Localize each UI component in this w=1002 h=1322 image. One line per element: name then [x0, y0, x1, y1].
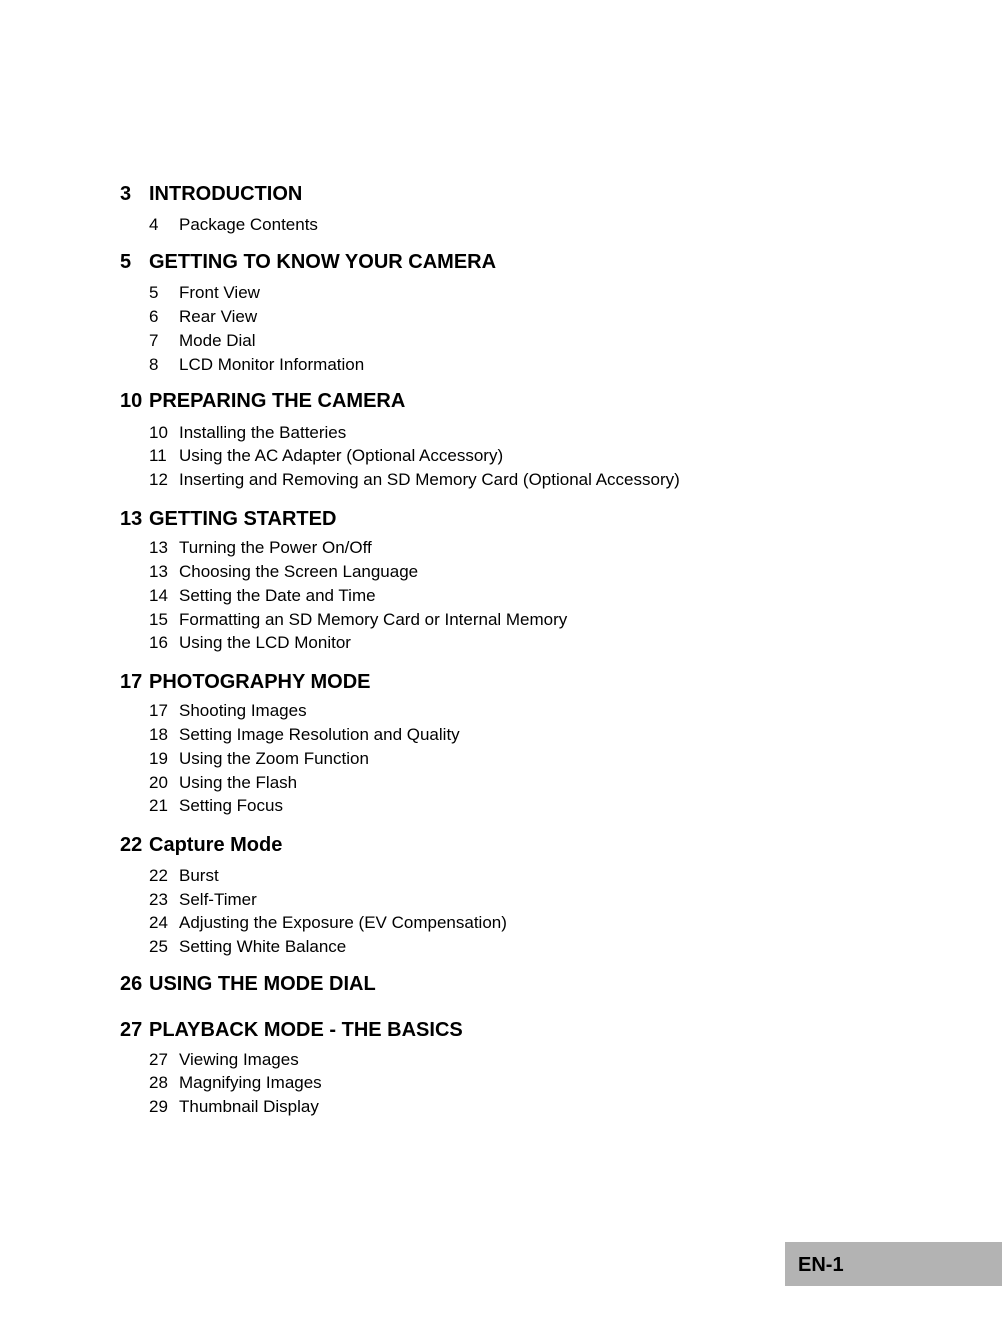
- toc-entry[interactable]: [149, 1096, 319, 1117]
- entry-title: Installing the Batteries: [179, 423, 347, 442]
- entry-page-number: 18: [149, 725, 168, 744]
- page-number-tab: [785, 1242, 1002, 1286]
- entry-page-number: 17: [149, 701, 168, 720]
- entry-page-number: 19: [149, 749, 168, 768]
- entry-title: Setting Focus: [179, 796, 283, 815]
- toc-section-heading[interactable]: [120, 182, 302, 206]
- toc-section-heading[interactable]: [120, 1018, 463, 1042]
- entry-title: Formatting an SD Memory Card or Internal Memory: [179, 610, 568, 629]
- entry-title: LCD Monitor Information: [179, 355, 365, 374]
- entry-page-number: 13: [149, 538, 168, 557]
- section-title: PHOTOGRAPHY MODE: [149, 671, 371, 693]
- toc-entry[interactable]: [149, 585, 376, 606]
- entry-page-number: 24: [149, 913, 168, 932]
- toc-entry[interactable]: [149, 772, 297, 793]
- entry-title: Thumbnail Display: [179, 1097, 319, 1116]
- section-title: PLAYBACK MODE - THE BASICS: [149, 1019, 463, 1041]
- toc-entry[interactable]: [149, 330, 256, 351]
- toc-entry[interactable]: [149, 889, 257, 910]
- entry-title: Setting Image Resolution and Quality: [179, 725, 460, 744]
- entry-page-number: 5: [149, 283, 159, 302]
- toc-section-heading[interactable]: [120, 833, 282, 857]
- entry-page-number: 29: [149, 1097, 168, 1116]
- toc-entry[interactable]: [149, 795, 283, 816]
- entry-title: Burst: [179, 866, 219, 885]
- section-page-number: 3: [120, 183, 132, 205]
- entry-title: Mode Dial: [179, 331, 256, 350]
- section-page-number: 26: [120, 973, 143, 995]
- toc-section-heading[interactable]: [120, 972, 376, 996]
- entry-page-number: 27: [149, 1050, 168, 1069]
- section-title: GETTING TO KNOW YOUR CAMERA: [149, 251, 497, 273]
- section-page-number: 27: [120, 1019, 143, 1041]
- toc-entry[interactable]: [149, 445, 503, 466]
- section-title: PREPARING THE CAMERA: [149, 390, 406, 412]
- entry-title: Choosing the Screen Language: [179, 562, 419, 581]
- entry-page-number: 20: [149, 773, 168, 792]
- section-page-number: 10: [120, 390, 143, 412]
- section-title: INTRODUCTION: [149, 183, 303, 205]
- toc-entry[interactable]: [149, 609, 567, 630]
- entry-page-number: 22: [149, 866, 168, 885]
- toc-entry[interactable]: [149, 865, 219, 886]
- toc-entry[interactable]: [149, 537, 372, 558]
- toc-entry[interactable]: [149, 700, 307, 721]
- toc-entry[interactable]: [149, 632, 351, 653]
- toc-section-heading[interactable]: [120, 389, 405, 413]
- entry-title: Self-Timer: [179, 890, 257, 909]
- section-title: Capture Mode: [149, 834, 283, 856]
- entry-page-number: 8: [149, 355, 159, 374]
- entry-title: Rear View: [179, 307, 258, 326]
- toc-entry[interactable]: [149, 724, 460, 745]
- toc-entry[interactable]: [149, 561, 418, 582]
- section-title: GETTING STARTED: [149, 508, 337, 530]
- entry-title: Setting White Balance: [179, 937, 347, 956]
- entry-page-number: 11: [149, 446, 167, 465]
- entry-page-number: 21: [149, 796, 168, 815]
- entry-title: Viewing Images: [179, 1050, 299, 1069]
- toc-section-heading[interactable]: [120, 250, 496, 274]
- toc-entry[interactable]: [149, 1072, 322, 1093]
- section-page-number: 22: [120, 834, 143, 856]
- entry-title: Package Contents: [179, 215, 318, 234]
- entry-title: Magnifying Images: [179, 1073, 322, 1092]
- page-number-label: EN-1: [798, 1254, 844, 1276]
- entry-page-number: 28: [149, 1073, 168, 1092]
- entry-title: Inserting and Removing an SD Memory Card (Optional Accessory): [179, 470, 680, 489]
- entry-page-number: 15: [149, 610, 168, 629]
- entry-page-number: 13: [149, 562, 168, 581]
- entry-title: Using the Flash: [179, 773, 298, 792]
- entry-page-number: 23: [149, 890, 168, 909]
- toc-entry[interactable]: [149, 936, 346, 957]
- toc-entry[interactable]: [149, 469, 680, 490]
- section-page-number: 5: [120, 251, 132, 273]
- toc-entry[interactable]: [149, 748, 369, 769]
- toc-section-heading[interactable]: [120, 507, 336, 531]
- entry-page-number: 14: [149, 586, 168, 605]
- section-page-number: 13: [120, 508, 143, 530]
- entry-title: Using the Zoom Function: [179, 749, 369, 768]
- toc-entry[interactable]: [149, 306, 257, 327]
- section-page-number: 17: [120, 671, 143, 693]
- toc-entry[interactable]: [149, 422, 346, 443]
- entry-title: Shooting Images: [179, 701, 307, 720]
- entry-page-number: 10: [149, 423, 168, 442]
- table-of-contents: [120, 0, 970, 1200]
- entry-title: Turning the Power On/Off: [179, 538, 372, 557]
- entry-title: Setting the Date and Time: [179, 586, 376, 605]
- entry-title: Adjusting the Exposure (EV Compensation): [179, 913, 507, 932]
- toc-section-heading[interactable]: [120, 670, 371, 694]
- toc-entry[interactable]: [149, 354, 364, 375]
- entry-page-number: 12: [149, 470, 168, 489]
- toc-entry[interactable]: [149, 214, 318, 235]
- toc-entry[interactable]: [149, 282, 260, 303]
- entry-page-number: 25: [149, 937, 168, 956]
- entry-page-number: 16: [149, 633, 168, 652]
- entry-title: Front View: [179, 283, 260, 302]
- entry-title: Using the LCD Monitor: [179, 633, 351, 652]
- entry-page-number: 6: [149, 307, 159, 326]
- toc-entry[interactable]: [149, 912, 507, 933]
- section-title: USING THE MODE DIAL: [149, 973, 376, 995]
- toc-entry[interactable]: [149, 1049, 299, 1070]
- entry-page-number: 7: [149, 331, 159, 350]
- entry-page-number: 4: [149, 215, 159, 234]
- entry-title: Using the AC Adapter (Optional Accessory): [179, 446, 504, 465]
